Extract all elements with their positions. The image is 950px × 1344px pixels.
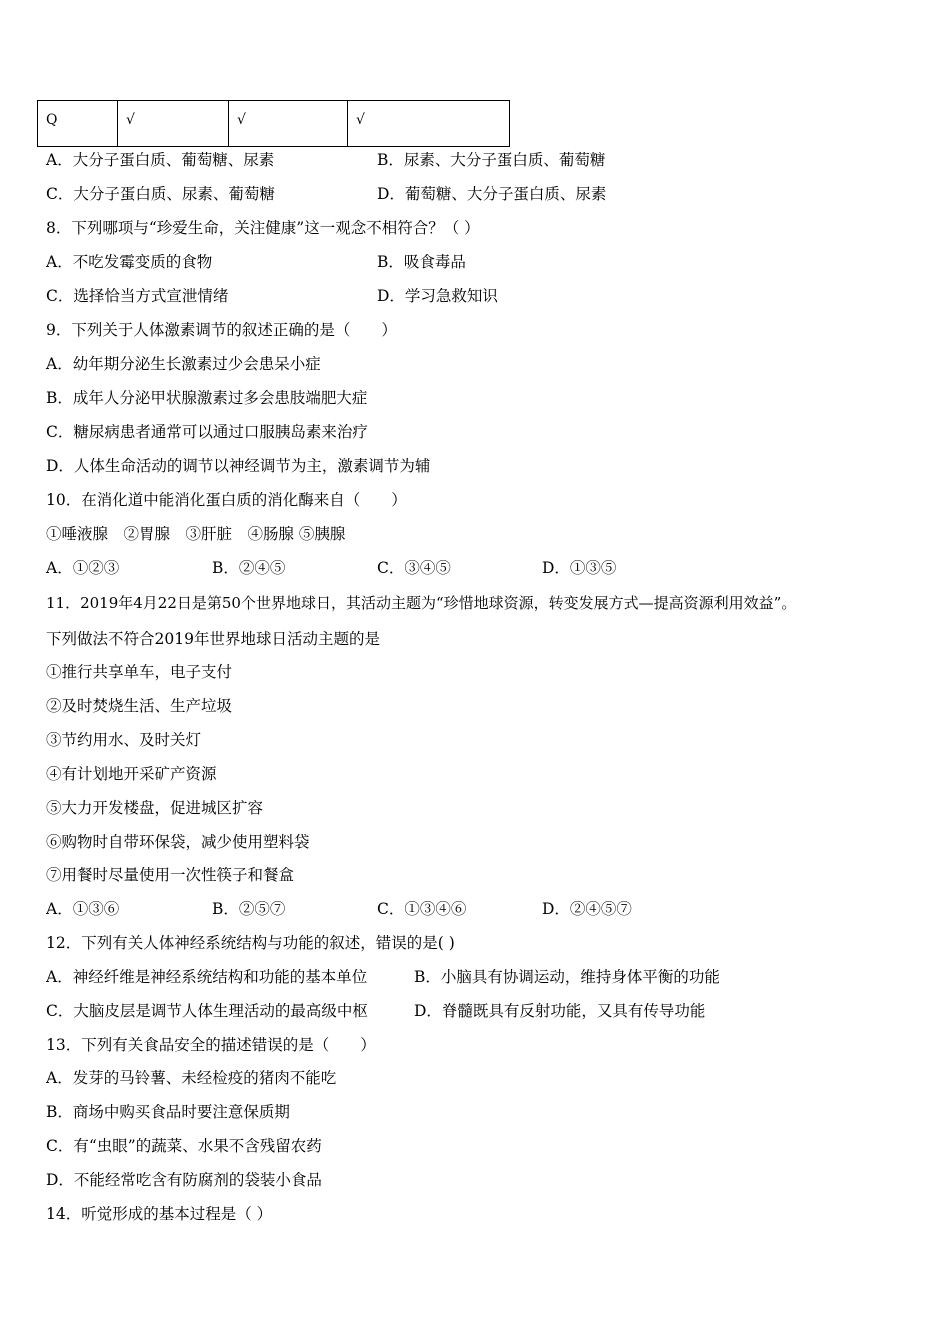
q12-option-c: C．大脑皮层是调节人体生理活动的最高级中枢 — [46, 1002, 368, 1020]
q13-option-b: B．商场中购买食品时要注意保质期 — [46, 1103, 290, 1121]
q10-option-a: A．①②③ — [46, 559, 120, 577]
q11-stem-line2: 下列做法不符合2019年世界地球日活动主题的是 — [46, 630, 380, 648]
q11-option-d: D．②④⑤⑦ — [542, 900, 632, 918]
q9-option-b: B．成年人分泌甲状腺激素过多会患肢端肥大症 — [46, 389, 368, 407]
q7-option-a: A．大分子蛋白质、葡萄糖、尿素 — [46, 151, 275, 169]
q8-option-b: B．吸食毒品 — [377, 253, 466, 271]
table-row — [38, 101, 510, 147]
q11-item-6: ⑥购物时自带环保袋，减少使用塑料袋 — [46, 833, 310, 851]
table-cell: √ — [229, 101, 348, 147]
q11-option-a: A．①③⑥ — [46, 900, 120, 918]
q8-option-a: A．不吃发霉变质的食物 — [46, 253, 213, 271]
q10-items: ①唾液腺 ②胃腺 ③肝脏 ④肠腺 ⑤胰腺 — [46, 525, 346, 543]
q10-option-d: D．①③⑤ — [542, 559, 617, 577]
q8-option-c: C．选择恰当方式宣泄情绪 — [46, 287, 229, 305]
q13-option-a: A．发芽的马铃薯、未经检疫的猪肉不能吃 — [46, 1069, 337, 1087]
answer-table — [37, 100, 510, 147]
table-cell: √ — [348, 101, 510, 147]
table-cell: √ — [118, 101, 229, 147]
q11-item-7: ⑦用餐时尽量使用一次性筷子和餐盒 — [46, 866, 295, 884]
q11-item-4: ④有计划地开采矿产资源 — [46, 765, 217, 783]
q11-item-1: ①推行共享单车，电子支付 — [46, 663, 233, 681]
table-cell: Q — [38, 101, 118, 147]
q9-option-a: A．幼年期分泌生长激素过少会患呆小症 — [46, 355, 321, 373]
q11-item-3: ③节约用水、及时关灯 — [46, 731, 202, 749]
q9-option-c: C．糖尿病患者通常可以通过口服胰岛素来治疗 — [46, 423, 368, 441]
q9-stem: 9．下列关于人体激素调节的叙述正确的是（ ） — [46, 321, 397, 339]
q11-item-2: ②及时焚烧生活、生产垃圾 — [46, 697, 233, 715]
q12-option-b: B．小脑具有协调运动，维持身体平衡的功能 — [414, 968, 720, 986]
q11-option-c: C．①③④⑥ — [377, 900, 467, 918]
q7-option-d: D．葡萄糖、大分子蛋白质、尿素 — [377, 185, 607, 203]
q9-option-d: D．人体生命活动的调节以神经调节为主，激素调节为辅 — [46, 457, 431, 475]
q10-stem: 10．在消化道中能消化蛋白质的消化酶来自（ ） — [46, 491, 407, 509]
q13-stem: 13．下列有关食品安全的描述错误的是（ ） — [46, 1036, 376, 1054]
q12-option-a: A．神经纤维是神经系统结构和功能的基本单位 — [46, 968, 368, 986]
q12-stem: 12．下列有关人体神经系统结构与功能的叙述，错误的是( ) — [46, 934, 455, 952]
q8-stem: 8．下列哪项与“珍爱生命，关注健康”这一观念不相符合？（ ） — [46, 219, 480, 237]
q8-option-d: D．学习急救知识 — [377, 287, 498, 305]
q11-stem-line1: 11．2019年4月22日是第50个世界地球日，其活动主题为“珍惜地球资源，转变发展方式—提高资源利用效益”。 — [46, 594, 797, 612]
q12-option-d: D．脊髓既具有反射功能，又具有传导功能 — [414, 1002, 706, 1020]
q10-option-c: C．③④⑤ — [377, 559, 451, 577]
q10-option-b: B．②④⑤ — [212, 559, 286, 577]
q7-option-c: C．大分子蛋白质、尿素、葡萄糖 — [46, 185, 275, 203]
q14-stem: 14．听觉形成的基本过程是（ ） — [46, 1205, 273, 1223]
q7-option-b: B．尿素、大分子蛋白质、葡萄糖 — [377, 151, 606, 169]
q13-option-c: C．有“虫眼”的蔬菜、水果不含残留农药 — [46, 1137, 322, 1155]
q11-item-5: ⑤大力开发楼盘，促进城区扩容 — [46, 799, 264, 817]
q11-option-b: B．②⑤⑦ — [212, 900, 286, 918]
q13-option-d: D．不能经常吃含有防腐剂的袋装小食品 — [46, 1171, 322, 1189]
